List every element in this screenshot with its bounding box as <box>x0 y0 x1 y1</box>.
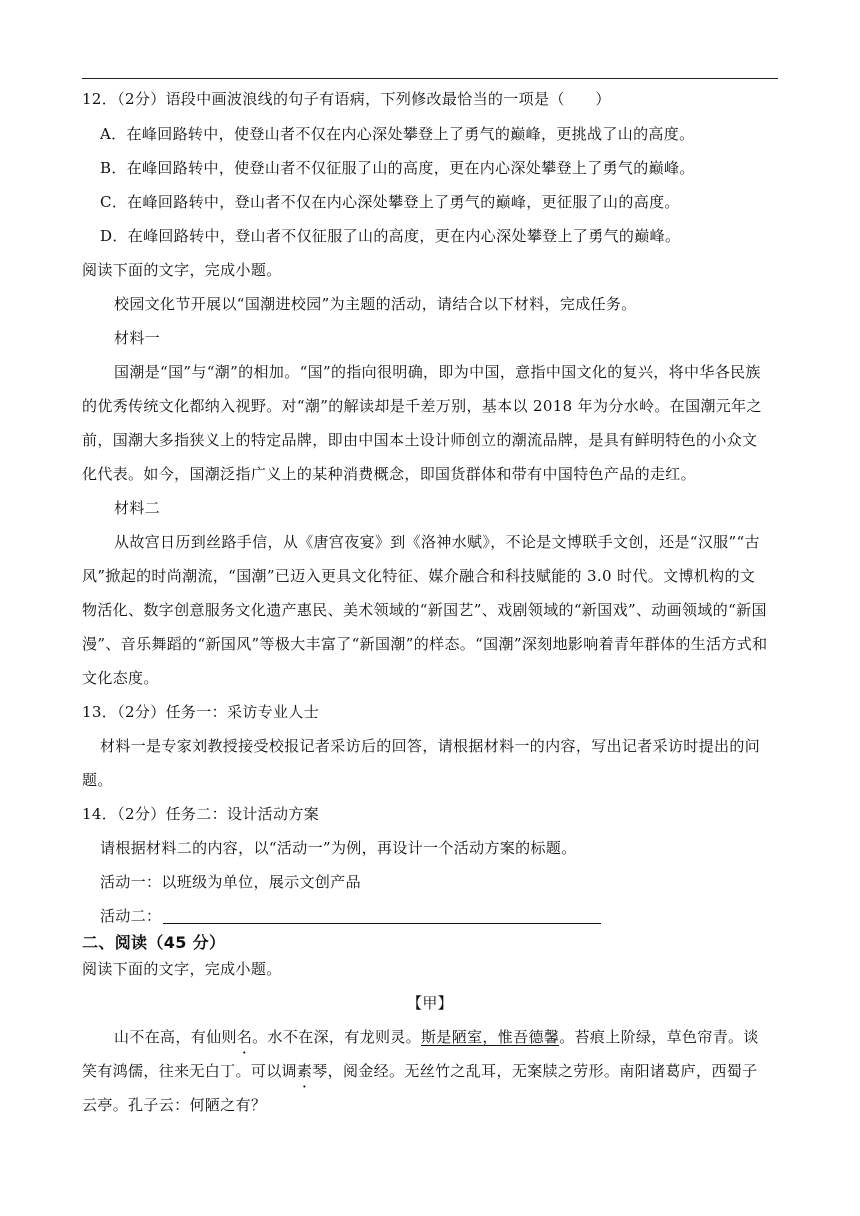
material2-line: 从故宫日历到丝路手信，从《唐宫夜宴》到《洛神水赋》，不论是文博联手文创，还是“汉服”“古 <box>114 533 760 551</box>
q13-line: 材料一是专家刘教授接受校报记者采访后的回答，请根据材料一的内容，写出记者采访时提出的问 <box>100 737 761 755</box>
q13-stem: 13．（2分）任务一：采访专业人士 <box>82 703 320 721</box>
material1-line: 的优秀传统文化都纳入视野。对“潮”的解读却是千差万别，基本以 2018 年为分水岭。在国潮元年之 <box>82 397 762 415</box>
material1-line: 化代表。如今，国潮泛指广义上的某种消费概念，即国货群体和带有中国特色产品的走红。 <box>82 465 697 483</box>
text-run: 琴，阅金经。无丝竹之乱耳，无案牍之劳形。南阳诸葛庐，西蜀子 <box>312 1062 758 1080</box>
passage-line <box>114 1026 759 1048</box>
material2-line: 漫”、音乐舞蹈的“新国风”等极大丰富了“新国潮”的样态。“国潮”深刻地影响着青年群体的生活方式和 <box>82 635 768 653</box>
passage-jia-title: 【甲】 <box>406 994 454 1012</box>
q12-stem: 12．（2分）语段中画波浪线的句子有语病，下列修改最恰当的一项是（ ） <box>82 90 611 108</box>
underlined-sentence: 斯是陋室，惟吾德馨 <box>421 1028 560 1046</box>
header-rule <box>82 78 778 79</box>
q14-activity2 <box>100 905 601 927</box>
section2-heading: 二、阅读（45 分） <box>82 933 226 952</box>
text-run: 。苔痕上阶绿，草色帘青。谈 <box>559 1028 759 1046</box>
reading1-intro: 校园文化节开展以“国潮进校园”为主题的活动，请结合以下材料，完成任务。 <box>114 295 637 313</box>
material2-line: 文化态度。 <box>82 669 159 687</box>
text-run: 。水不在深，有龙则灵。 <box>252 1028 422 1046</box>
emphasis-dot-char: 名 <box>236 1028 253 1046</box>
q13-line: 题。 <box>82 771 113 789</box>
section2-instruction: 阅读下面的文字，完成小题。 <box>82 960 282 978</box>
passage-line <box>82 1060 757 1082</box>
q12-option-a: A．在峰回路转中，使登山者不仅在内心深处攀登上了勇气的巅峰，更挑战了山的高度。 <box>100 125 695 143</box>
q14-activity1: 活动一：以班级为单位，展示文创产品 <box>100 873 361 891</box>
material2-line: 物活化、数字创意服务文化遗产惠民、美术领域的“新国艺”、戏剧领域的“新国戏”、动画领域的“新国 <box>82 601 767 619</box>
text-run: 笑有鸿儒，往来无白丁。可以调 <box>82 1062 297 1080</box>
reading1-instruction: 阅读下面的文字，完成小题。 <box>82 261 282 279</box>
material2-line: 风”掀起的时尚潮流，“国潮”已迈入更具文化特征、媒介融合和科技赋能的 3.0 时代。文博机构的文 <box>82 567 756 585</box>
text-run: 山不在高，有仙则 <box>114 1028 237 1046</box>
material1-title: 材料一 <box>114 329 161 347</box>
q12-option-c: C．在峰回路转中，登山者不仅在内心深处攀登上了勇气的巅峰，更征服了山的高度。 <box>100 193 680 211</box>
material2-title: 材料二 <box>114 499 161 517</box>
q12-option-d: D．在峰回路转中，登山者不仅征服了山的高度，更在内心深处攀登上了勇气的巅峰。 <box>100 227 681 245</box>
q14-stem: 14．（2分）任务二：设计活动方案 <box>82 805 320 823</box>
material1-line: 国潮是“国”与“潮”的相加。“国”的指向很明确，即为中国，意指中国文化的复兴，将中华各民族 <box>114 363 761 381</box>
material1-line: 前，国潮大多指狭义上的特定品牌，即由中国本土设计师创立的潮流品牌，是具有鲜明特色的小众文 <box>82 431 758 449</box>
q12-option-b: B．在峰回路转中，使登山者不仅征服了山的高度，更在内心深处攀登上了勇气的巅峰。 <box>100 159 695 177</box>
passage-line: 云亭。孔子云：何陋之有？ <box>82 1096 267 1114</box>
q14-line: 请根据材料二的内容，以“活动一”为例，再设计一个活动方案的标题。 <box>100 839 577 857</box>
emphasis-dot-char: 素 <box>296 1062 313 1080</box>
activity2-label: 活动二： <box>100 907 162 925</box>
answer-blank[interactable] <box>163 907 601 924</box>
